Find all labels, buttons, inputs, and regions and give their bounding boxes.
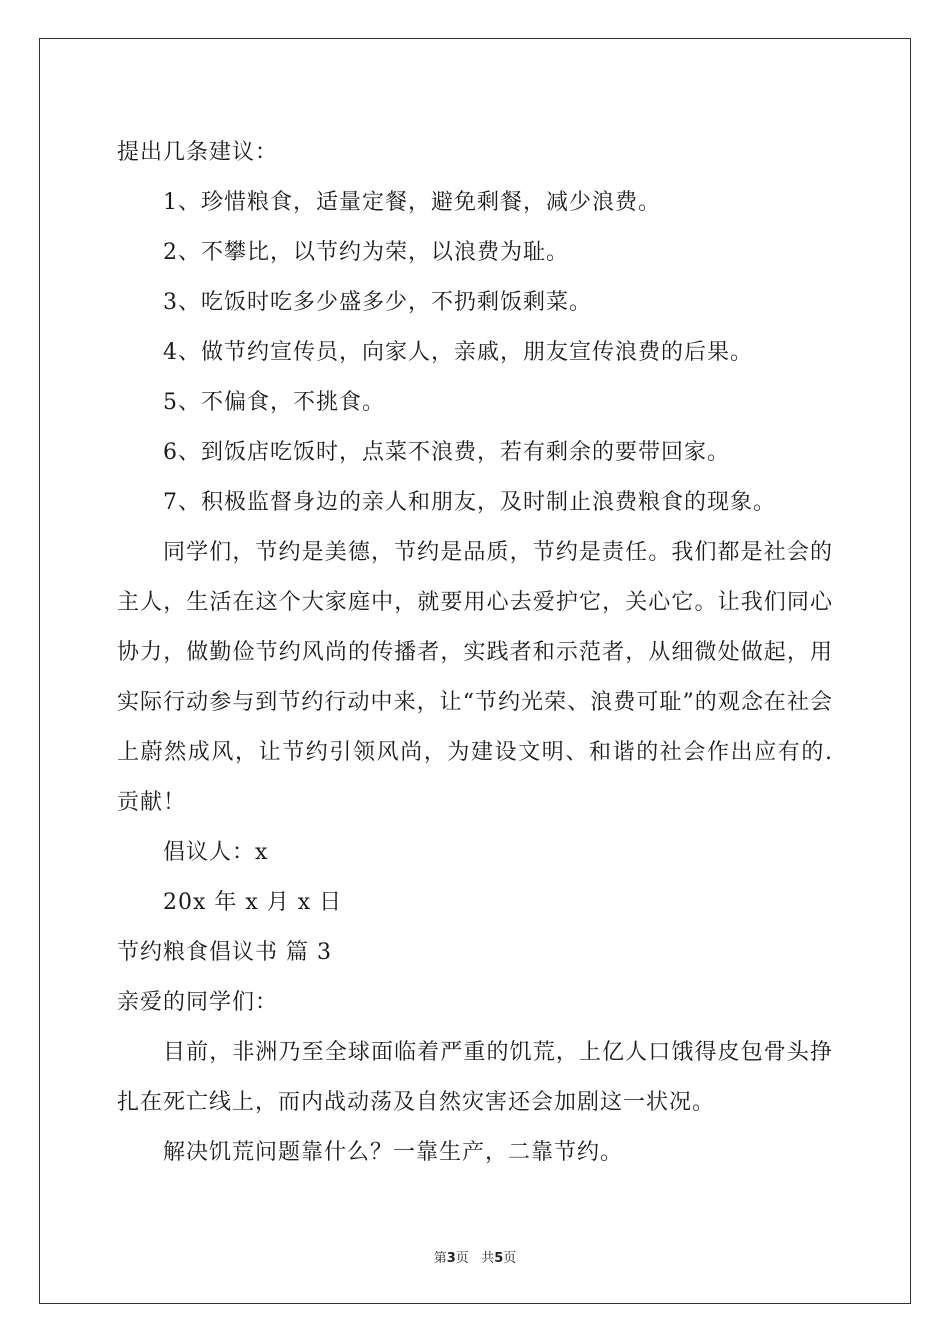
- suggestion-item: 1、珍惜粮食，适量定餐，避免剩餐，减少浪费。: [163, 190, 661, 215]
- intro-line: 提出几条建议：: [117, 140, 279, 165]
- section-title: 节约粮食倡议书 篇 3: [117, 940, 332, 965]
- suggestion-item: 4、做节约宣传员，向家人，亲戚，朋友宣传浪费的后果。: [163, 340, 753, 365]
- document-body: [117, 128, 833, 1178]
- salutation: 亲爱的同学们：: [117, 990, 279, 1015]
- suggestion-item: 6、到饭店吃饭时，点菜不浪费，若有剩余的要带回家。: [163, 440, 730, 465]
- total-prefix: 共: [481, 1251, 495, 1266]
- page-footer: [0, 1247, 950, 1266]
- date-line: 20x 年 x 月 x 日: [163, 890, 343, 915]
- suggestion-item: 3、吃饭时吃多少盛多少，不扔剩饭剩菜。: [163, 290, 592, 315]
- page-number: 3: [446, 1251, 456, 1266]
- total-suffix: 页: [503, 1251, 517, 1266]
- suggestion-item: 2、不攀比，以节约为荣，以浪费为耻。: [163, 240, 569, 265]
- body-paragraph-1: 目前，非洲乃至全球面临着严重的饥荒，上亿人口饿得皮包骨头挣扎在死亡线上，而内战动荡及自然灾害还会加剧这一状况。: [117, 1040, 833, 1115]
- suggestion-item: 5、不偏食，不挑食。: [163, 390, 385, 415]
- closing-paragraph: 同学们，节约是美德，节约是品质，节约是责任。我们都是社会的主人，生活在这个大家庭中，就要用心去爱护它，关心它。让我们同心协力，做勤俭节约风尚的传播者，实践者和示范者，从细微处做起，用实际行动参与到节约行动中来，让“节约光荣、浪费可耻”的观念在社会上蔚然成风，让节约引领风尚，为建设文明、和谐的社会作出应有的.贡献！: [117, 540, 833, 815]
- page-suffix: 页: [455, 1251, 469, 1266]
- body-paragraph-2: 解决饥荒问题靠什么？一靠生产，二靠节约。: [163, 1140, 624, 1165]
- signature-line: 倡议人：x: [163, 840, 269, 865]
- page-prefix: 第: [433, 1251, 447, 1266]
- suggestion-item: 7、积极监督身边的亲人和朋友，及时制止浪费粮食的现象。: [163, 490, 776, 515]
- total-pages: 5: [494, 1251, 504, 1266]
